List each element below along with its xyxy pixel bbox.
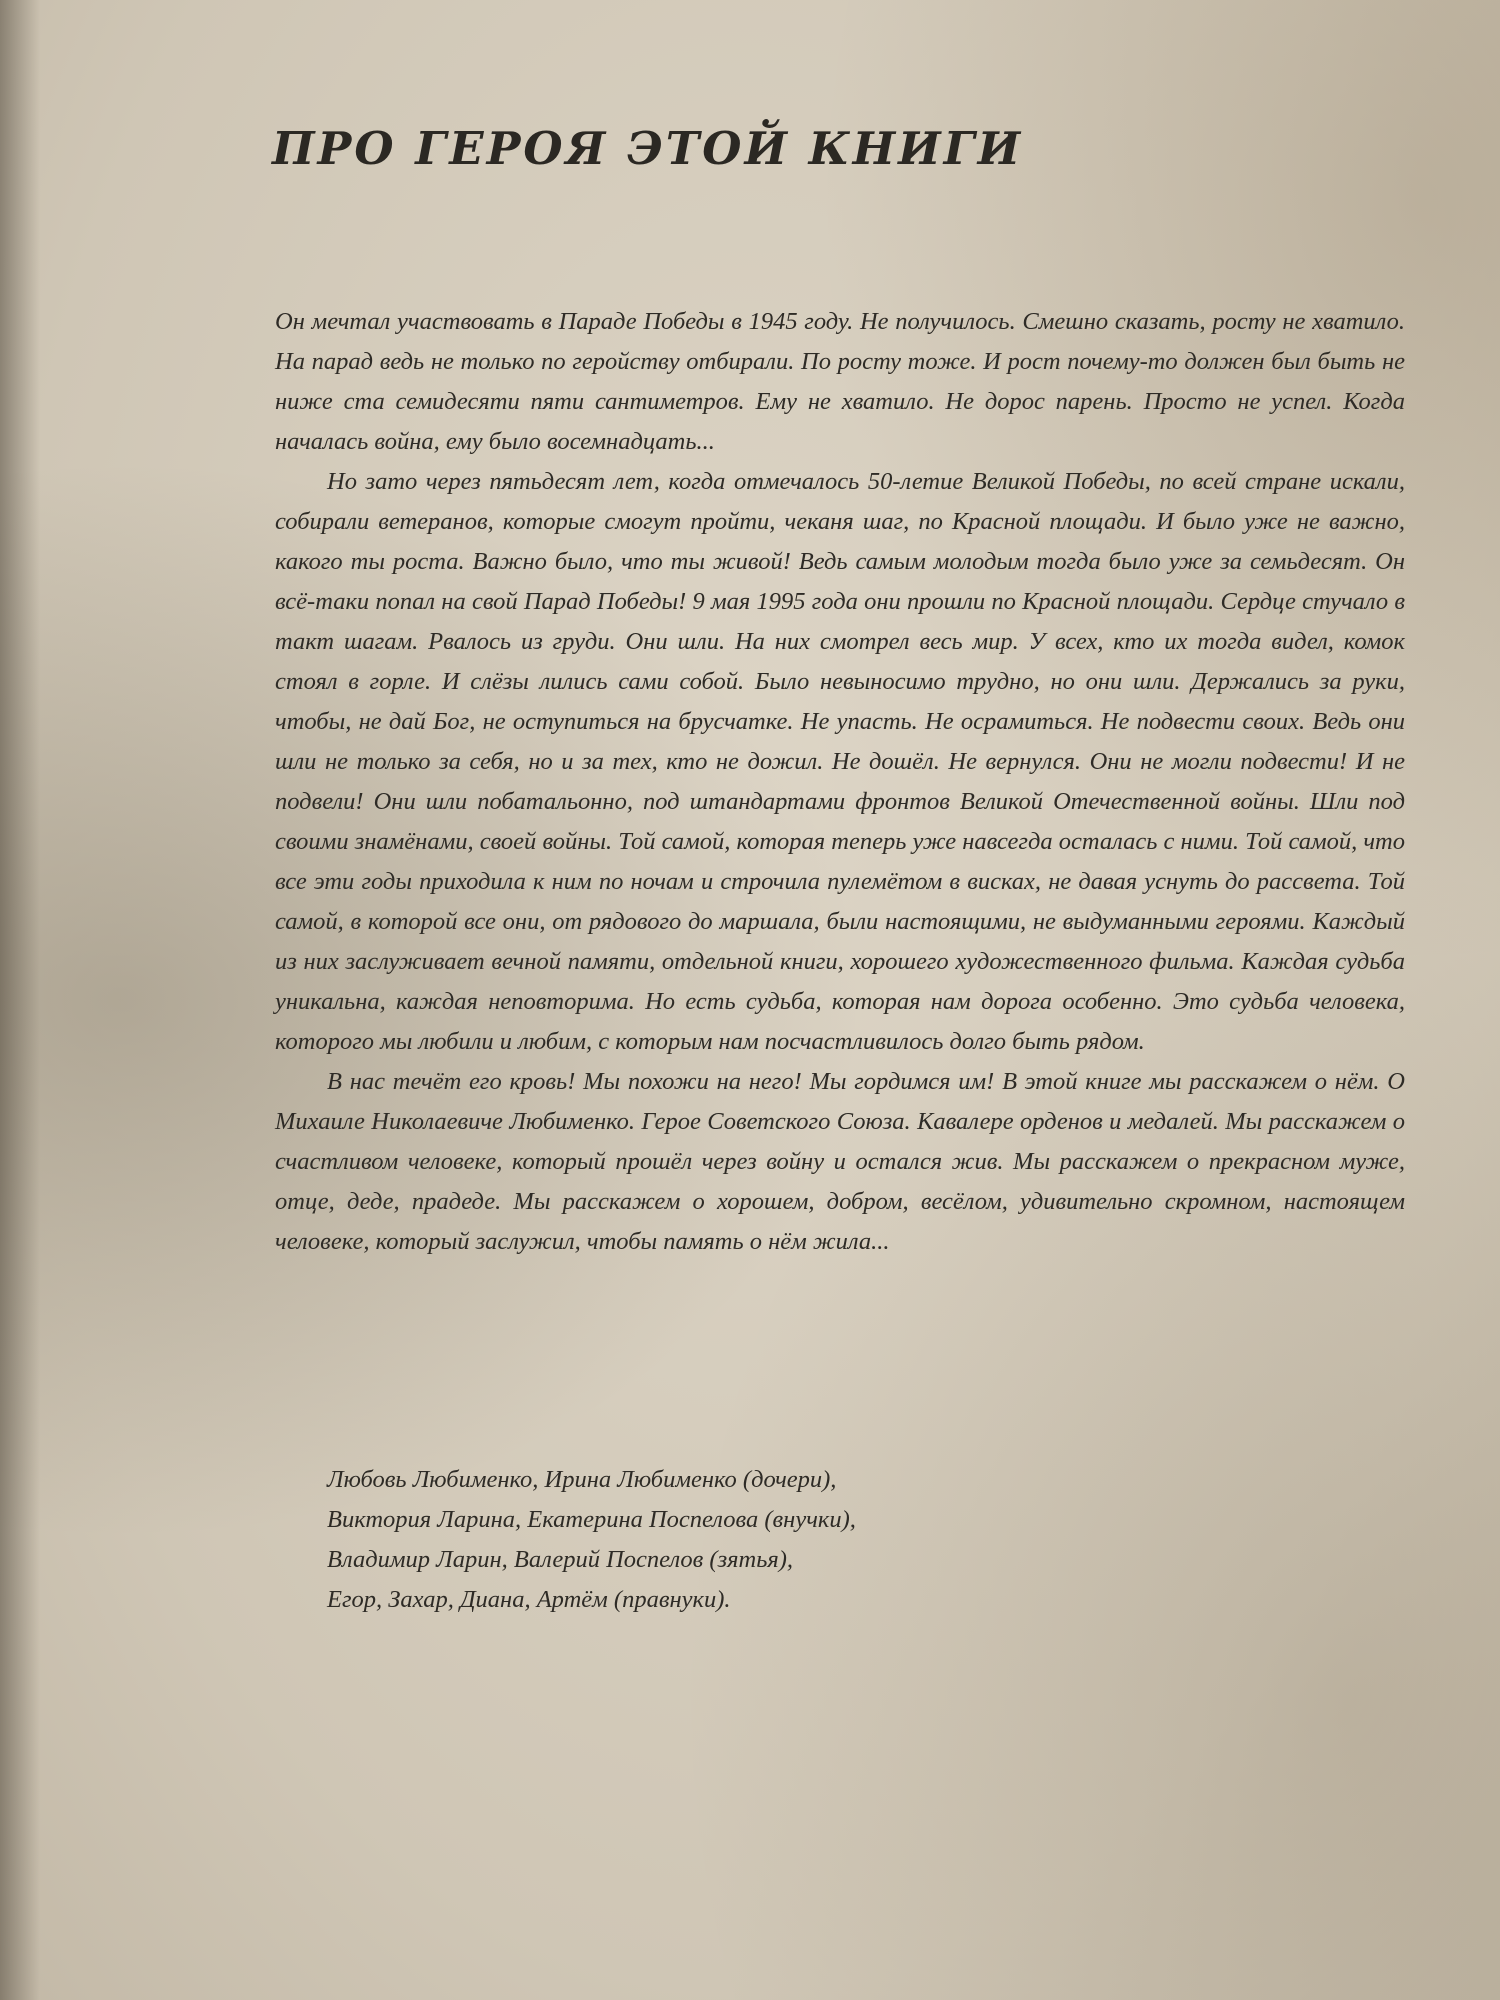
signature-block: [327, 1460, 856, 1620]
paragraph-1: Он мечтал участвовать в Параде Победы в 1945 году. Не получилось. Смешно сказать, росту не хватило. На парад ведь не только по геройству отбирали. По росту тоже. И рост почему-то должен был быть не ниже ста семидесяти пяти сантиметров. Ему не хватило. Не дорос парень. Просто не успел. Когда началась война, ему было восемнадцать...: [275, 308, 1405, 455]
page-spine-shadow: [0, 0, 40, 2000]
signature-line-daughters: Любовь Любименко, Ирина Любименко (дочери),: [327, 1466, 837, 1493]
signature-line-sons-in-law: Владимир Ларин, Валерий Поспелов (зятья),: [327, 1546, 794, 1573]
paragraph-3: В нас течёт его кровь! Мы похожи на него! Мы гордимся им! В этой книге мы расскажем о нём. О Михаиле Николаевиче Любименко. Герое Советского Союза. Кавалере орденов и медалей. Мы расскажем о счастливом человеке, который прошёл через войну и остался жив. Мы расскажем о прекрасном муже, отце, деде, прадеде. Мы расскажем о хорошем, добром, весёлом, удивительно скромном, настоящем человеке, который заслужил, чтобы память о нём жила...: [275, 1068, 1405, 1255]
signature-line-granddaughters: Виктория Ларина, Екатерина Поспелова (внучки),: [327, 1506, 856, 1533]
page-title: ПРО ГЕРОЯ ЭТОЙ КНИГИ: [272, 122, 1024, 175]
paragraph-2: Но зато через пятьдесят лет, когда отмечалось 50-летие Великой Победы, по всей стране искали, собирали ветеранов, которые смогут пройти, чеканя шаг, по Красной площади. И было уже не важно, какого ты роста. Важно было, что ты живой! Ведь самым молодым тогда было уже за семьдесят. Он всё-таки попал на свой Парад Победы! 9 мая 1995 года они прошли по Красной площади. Сердце стучало в такт шагам. Рвалось из груди. Они шли. На них смотрел весь мир. У всех, кто их тогда видел, комок стоял в горле. И слёзы лились сами собой. Было невыносимо трудно, но они шли. Держались за руки, чтобы, не дай Бог, не оступиться на брусчатке. Не упасть. Не осрамиться. Не подвести своих. Ведь они шли не только за себя, но и за тех, кто не дожил. Не дошёл. Не вернулся. Они не могли подвести! И не подвели! Они шли побатальонно, под штандартами фронтов Великой Отечественной войны. Шли под своими знамёнами, своей войны. Той самой, которая теперь уже навсегда осталась с ними. Той самой, что все эти годы приходила к ним по ночам и строчила пулемётом в висках, не давая уснуть до рассвета. Той самой, в которой все они, от рядового до маршала, были настоящими, не выдуманными героями. Каждый из них заслуживает вечной памяти, отдельной книги, хорошего художественного фильма. Каждая судьба уникальна, каждая неповторима. Но есть судьба, которая нам дорога особенно. Это судьба человека, которого мы любили и любим, с которым нам посчастливилось долго быть рядом.: [275, 468, 1405, 1055]
body-text: [275, 302, 1405, 1262]
signature-line-great-grandchildren: Егор, Захар, Диана, Артём (правнуки).: [327, 1586, 731, 1613]
